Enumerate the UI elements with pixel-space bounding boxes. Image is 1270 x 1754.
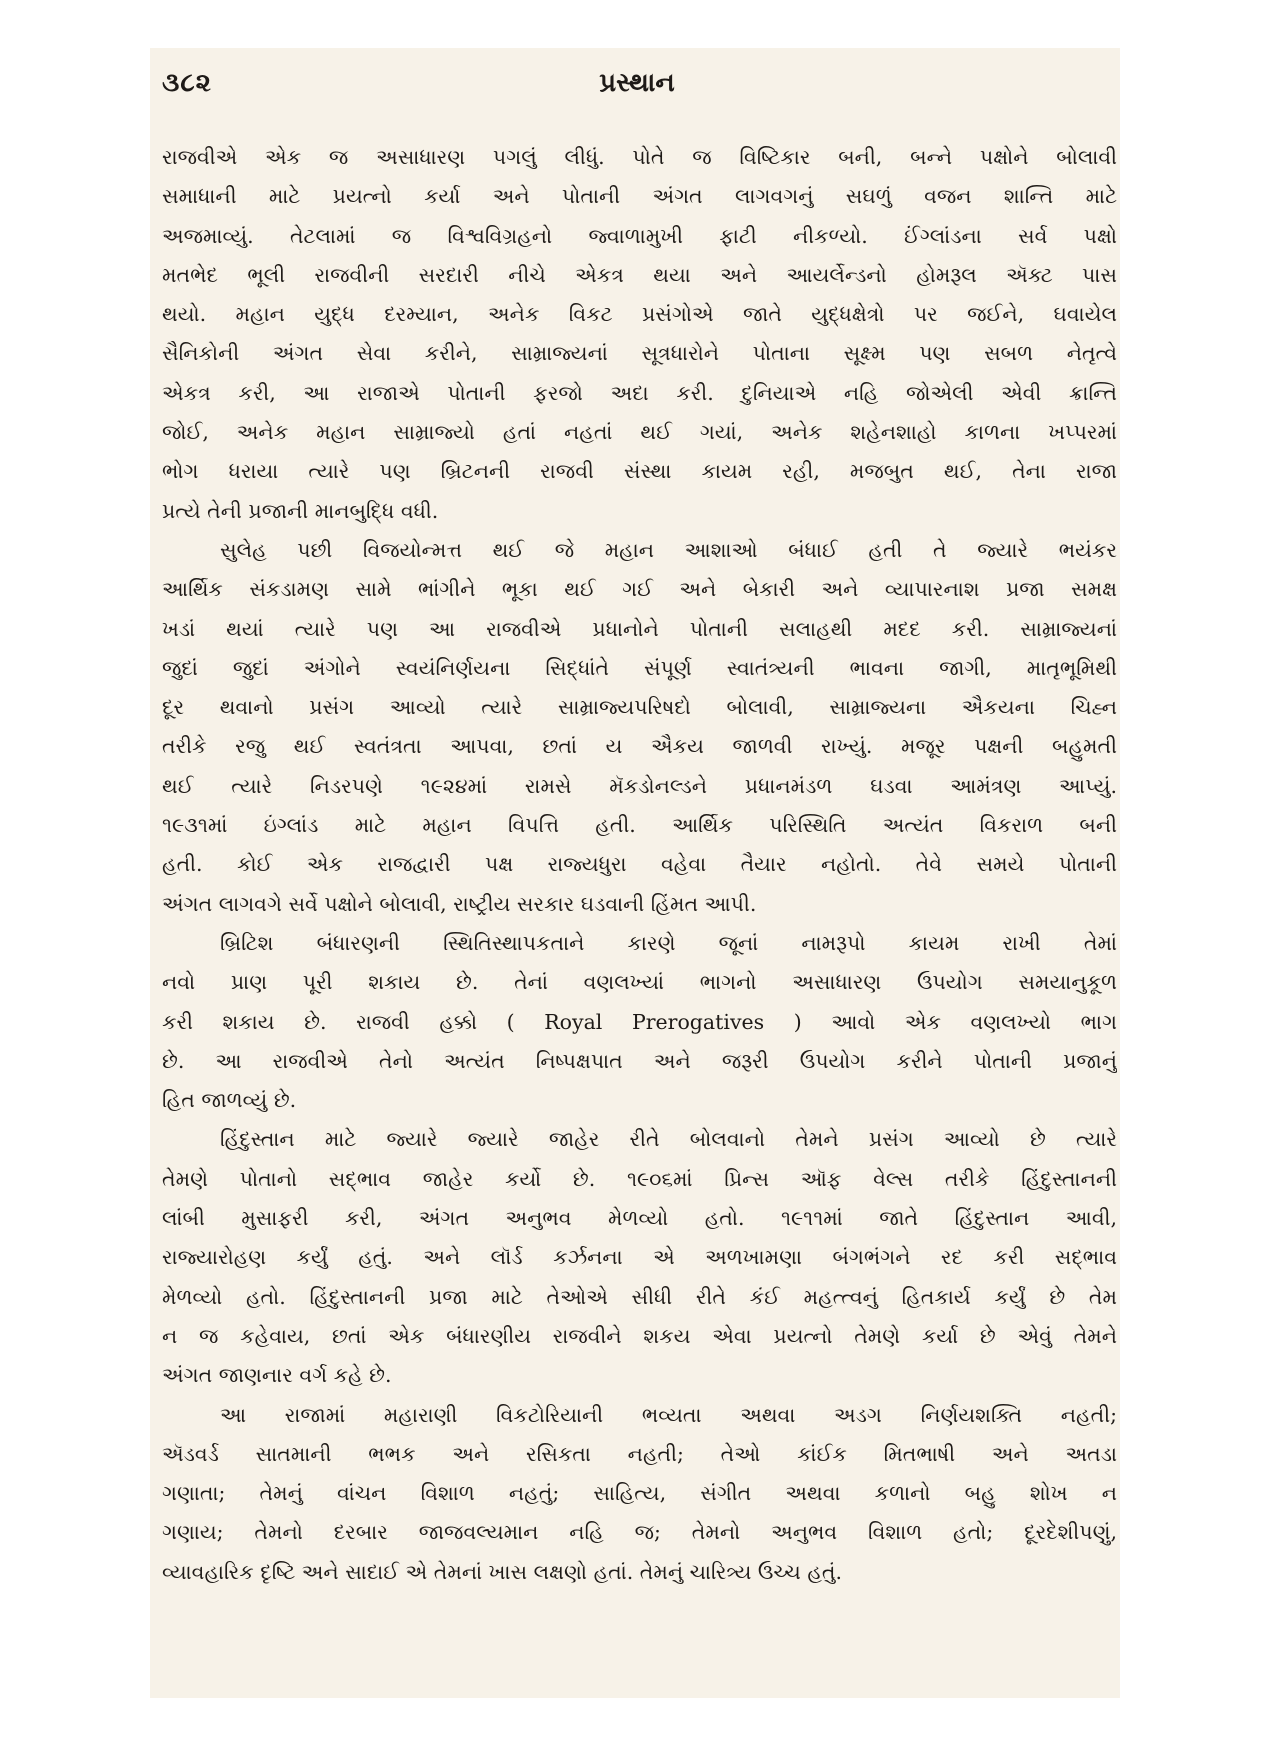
text-line: લાંબી મુસાફરી કરી, અંગત અનુભવ મેળવ્યો હતો. ૧૯૧૧માં જાતે હિંદુસ્તાન આવી,: [162, 1206, 1117, 1231]
paragraph: [162, 924, 1117, 1120]
text-line: થયો. મહાન યુદ્ધ દરમ્યાન, અનેક વિકટ પ્રસંગોએ જાતે યુદ્ધક્ષેત્રો પર જઈને, ઘવાયેલ: [162, 302, 1117, 327]
text-line: આર્થિક સંકડામણ સામે ભાંગીને ભૂકા થઈ ગઈ અને બેકારી અને વ્યાપારનાશ પ્રજા સમક્ષ: [162, 577, 1117, 602]
text-line: એકત્ર કરી, આ રાજાએ પોતાની ફરજો અદા કરી. દુનિયાએ નહિ જોએલી એવી ક્રાન્તિ: [162, 380, 1117, 405]
paragraph: [162, 1120, 1117, 1395]
text-line: ૧૯૩૧માં ઇંગ્લાંડ માટે મહાન વિપત્તિ હતી. આર્થિક પરિસ્થિતિ અત્યંત વિકરાળ બની: [162, 813, 1117, 838]
paragraph: [162, 138, 1117, 531]
text-line: દૂર થવાનો પ્રસંગ આવ્યો ત્યારે સામ્રાજ્યપરિષદો બોલાવી, સામ્રાજ્યના ઐકયના ચિહ્ન: [162, 695, 1117, 720]
text-line: થઈ ત્યારે નિડરપણે ૧૯૨૪માં રામસે મૅકડોનલ્ડને પ્રધાનમંડળ ઘડવા આમંત્રણ આપ્યું.: [162, 773, 1117, 798]
text-line: જોઈ, અનેક મહાન સામ્રાજ્યો હતાં નહતાં થઈ ગયાં, અનેક શહેનશાહો કાળના ખપ્પરમાં: [162, 420, 1117, 445]
text-line: નવો પ્રાણ પૂરી શકાય છે. તેનાં વણલખ્યાં ભાગનો અસાધારણ ઉપયોગ સમયાનુકૂળ: [162, 970, 1117, 995]
text-line: રાજવીએ એક જ અસાધારણ પગલું લીધું. પોતે જ વિષ્ટિકાર બની, બન્ને પક્ષોને બોલાવી: [162, 145, 1117, 169]
running-title: પ્રસ્થાન: [599, 68, 675, 98]
text-line: છે. આ રાજવીએ તેનો અત્યંત નિષ્પક્ષપાત અને જરૂરી ઉપયોગ કરીને પોતાની પ્રજાનું: [162, 1048, 1117, 1073]
text-line: ગણાતા; તેમનું વાંચન વિશાળ નહતું; સાહિત્ય, સંગીત અથવા કળાનો બહુ શોખ ન: [162, 1481, 1117, 1506]
text-line: મેળવ્યો હતો. હિંદુસ્તાનની પ્રજા માટે તેઓએ સીધી રીતે કંઈ મહત્ત્વનું હિતકાર્ય કર્યું છે તેમ: [162, 1284, 1117, 1309]
text-line: અંગત જાણનાર વર્ગ કહે છે.: [162, 1363, 392, 1388]
text-line: સુલેહ પછી વિજયોન્મત્ત થઈ જે મહાન આશાઓ બંધાઈ હતી તે જ્યારે ભયંકર: [220, 537, 1117, 562]
page-number: ૩૮૨: [162, 68, 212, 98]
text-line: પ્રત્યે તેની પ્રજાની માનબુદ્ધિ વધી.: [162, 498, 439, 523]
text-line: જુદાં જુદાં અંગોને સ્વયંનિર્ણયના સિદ્ધાંતે સંપૂર્ણ સ્વાતંત્ર્યની ભાવના જાગી, માતૃભૂમિથી: [162, 655, 1117, 680]
body-text: [162, 138, 1117, 1592]
text-line: આ રાજામાં મહારાણી વિકટોરિયાની ભવ્યતા અથવા અડગ નિર્ણયશક્તિ નહતી;: [220, 1402, 1117, 1427]
text-line: કરી શકાય છે. રાજવી હક્કો ( Royal Prerogatives ) આવો એક વણલખ્યો ભાગ: [162, 1009, 1117, 1034]
text-line: સમાધાની માટે પ્રયત્નો કર્યા અને પોતાની અંગત લાગવગનું સઘળું વજન શાન્તિ માટે: [162, 184, 1117, 209]
text-line: ગણાય; તેમનો દરબાર જાજવલ્યમાન નહિ જ; તેમનો અનુભવ વિશાળ હતો; દૂરદેશીપણું,: [162, 1520, 1117, 1545]
text-line: હિંદુસ્તાન માટે જ્યારે જ્યારે જાહેર રીતે બોલવાનો તેમને પ્રસંગ આવ્યો છે ત્યારે: [220, 1127, 1117, 1152]
text-line: અજમાવ્યું. તેટલામાં જ વિશ્વવિગ્રહનો જ્વાળામુખી ફાટી નીકળ્યો. ઈંગ્લાંડના સર્વ પક્ષો: [162, 223, 1117, 248]
page-header: [162, 68, 1112, 108]
text-line: રાજ્યારોહણ કર્યું હતું. અને લૉર્ડ કર્ઝનના એ અળખામણા બંગભંગને રદ કરી સદ્ભાવ: [162, 1245, 1117, 1270]
text-line: ઍડવર્ડ સાતમાની ભભક અને રસિકતા નહતી; તેઓ કાંઈક મિતભાષી અને અતડા: [162, 1441, 1117, 1466]
text-line: સૈનિકોની અંગત સેવા કરીને, સામ્રાજ્યનાં સૂત્રધારોને પોતાના સૂક્ષ્મ પણ સબળ નેતૃત્વે: [162, 341, 1117, 366]
text-line: વ્યાવહારિક દૃષ્ટિ અને સાદાઈ એ તેમનાં ખાસ લક્ષણો હતાં. તેમનું ચારિત્ર્ય ઉચ્ચ હતું.: [162, 1559, 843, 1584]
text-line: અંગત લાગવગે સર્વે પક્ષોને બોલાવી, રાષ્ટ્રીય સરકાર ઘડવાની હિંમત આપી.: [162, 891, 757, 916]
text-line: તેમણે પોતાનો સદ્ભાવ જાહેર કર્યો છે. ૧૯૦૬માં પ્રિન્સ ઑફ વેલ્સ તરીકે હિંદુસ્તાનની: [162, 1166, 1117, 1191]
text-line: ખડાં થયાં ત્યારે પણ આ રાજવીએ પ્રધાનોને પોતાની સલાહથી મદદ કરી. સામ્રાજ્યનાં: [162, 616, 1117, 641]
paragraph: [162, 1396, 1117, 1592]
paragraph: [162, 531, 1117, 924]
text-line: મતભેદ ભૂલી રાજવીની સરદારી નીચે એકત્ર થયા અને આયર્લેન્ડનો હોમરૂલ ઍક્ટ પાસ: [162, 262, 1117, 287]
text-line: ન જ કહેવાય, છતાં એક બંધારણીય રાજવીને શકય એવા પ્રયત્નો તેમણે કર્યા છે એવું તેમને: [162, 1323, 1117, 1348]
text-line: ભોગ ધરાયા ત્યારે પણ બ્રિટનની રાજવી સંસ્થા કાયમ રહી, મજબુત થઈ, તેના રાજા: [162, 459, 1117, 484]
text-line: હતી. કોઈ એક રાજદ્વારી પક્ષ રાજ્યધુરા વહેવા તૈયાર નહોતો. તેવે સમયે પોતાની: [162, 852, 1117, 877]
text-line: બ્રિટિશ બંધારણની સ્થિતિસ્થાપકતાને કારણે જૂનાં નામરૂપો કાયમ રાખી તેમાં: [220, 930, 1117, 955]
text-line: તરીકે રજુ થઈ સ્વતંત્રતા આપવા, છતાં ય ઐકય જાળવી રાખ્યું. મજૂર પક્ષની બહુમતી: [162, 734, 1117, 759]
text-line: હિત જાળવ્યું છે.: [162, 1088, 297, 1113]
